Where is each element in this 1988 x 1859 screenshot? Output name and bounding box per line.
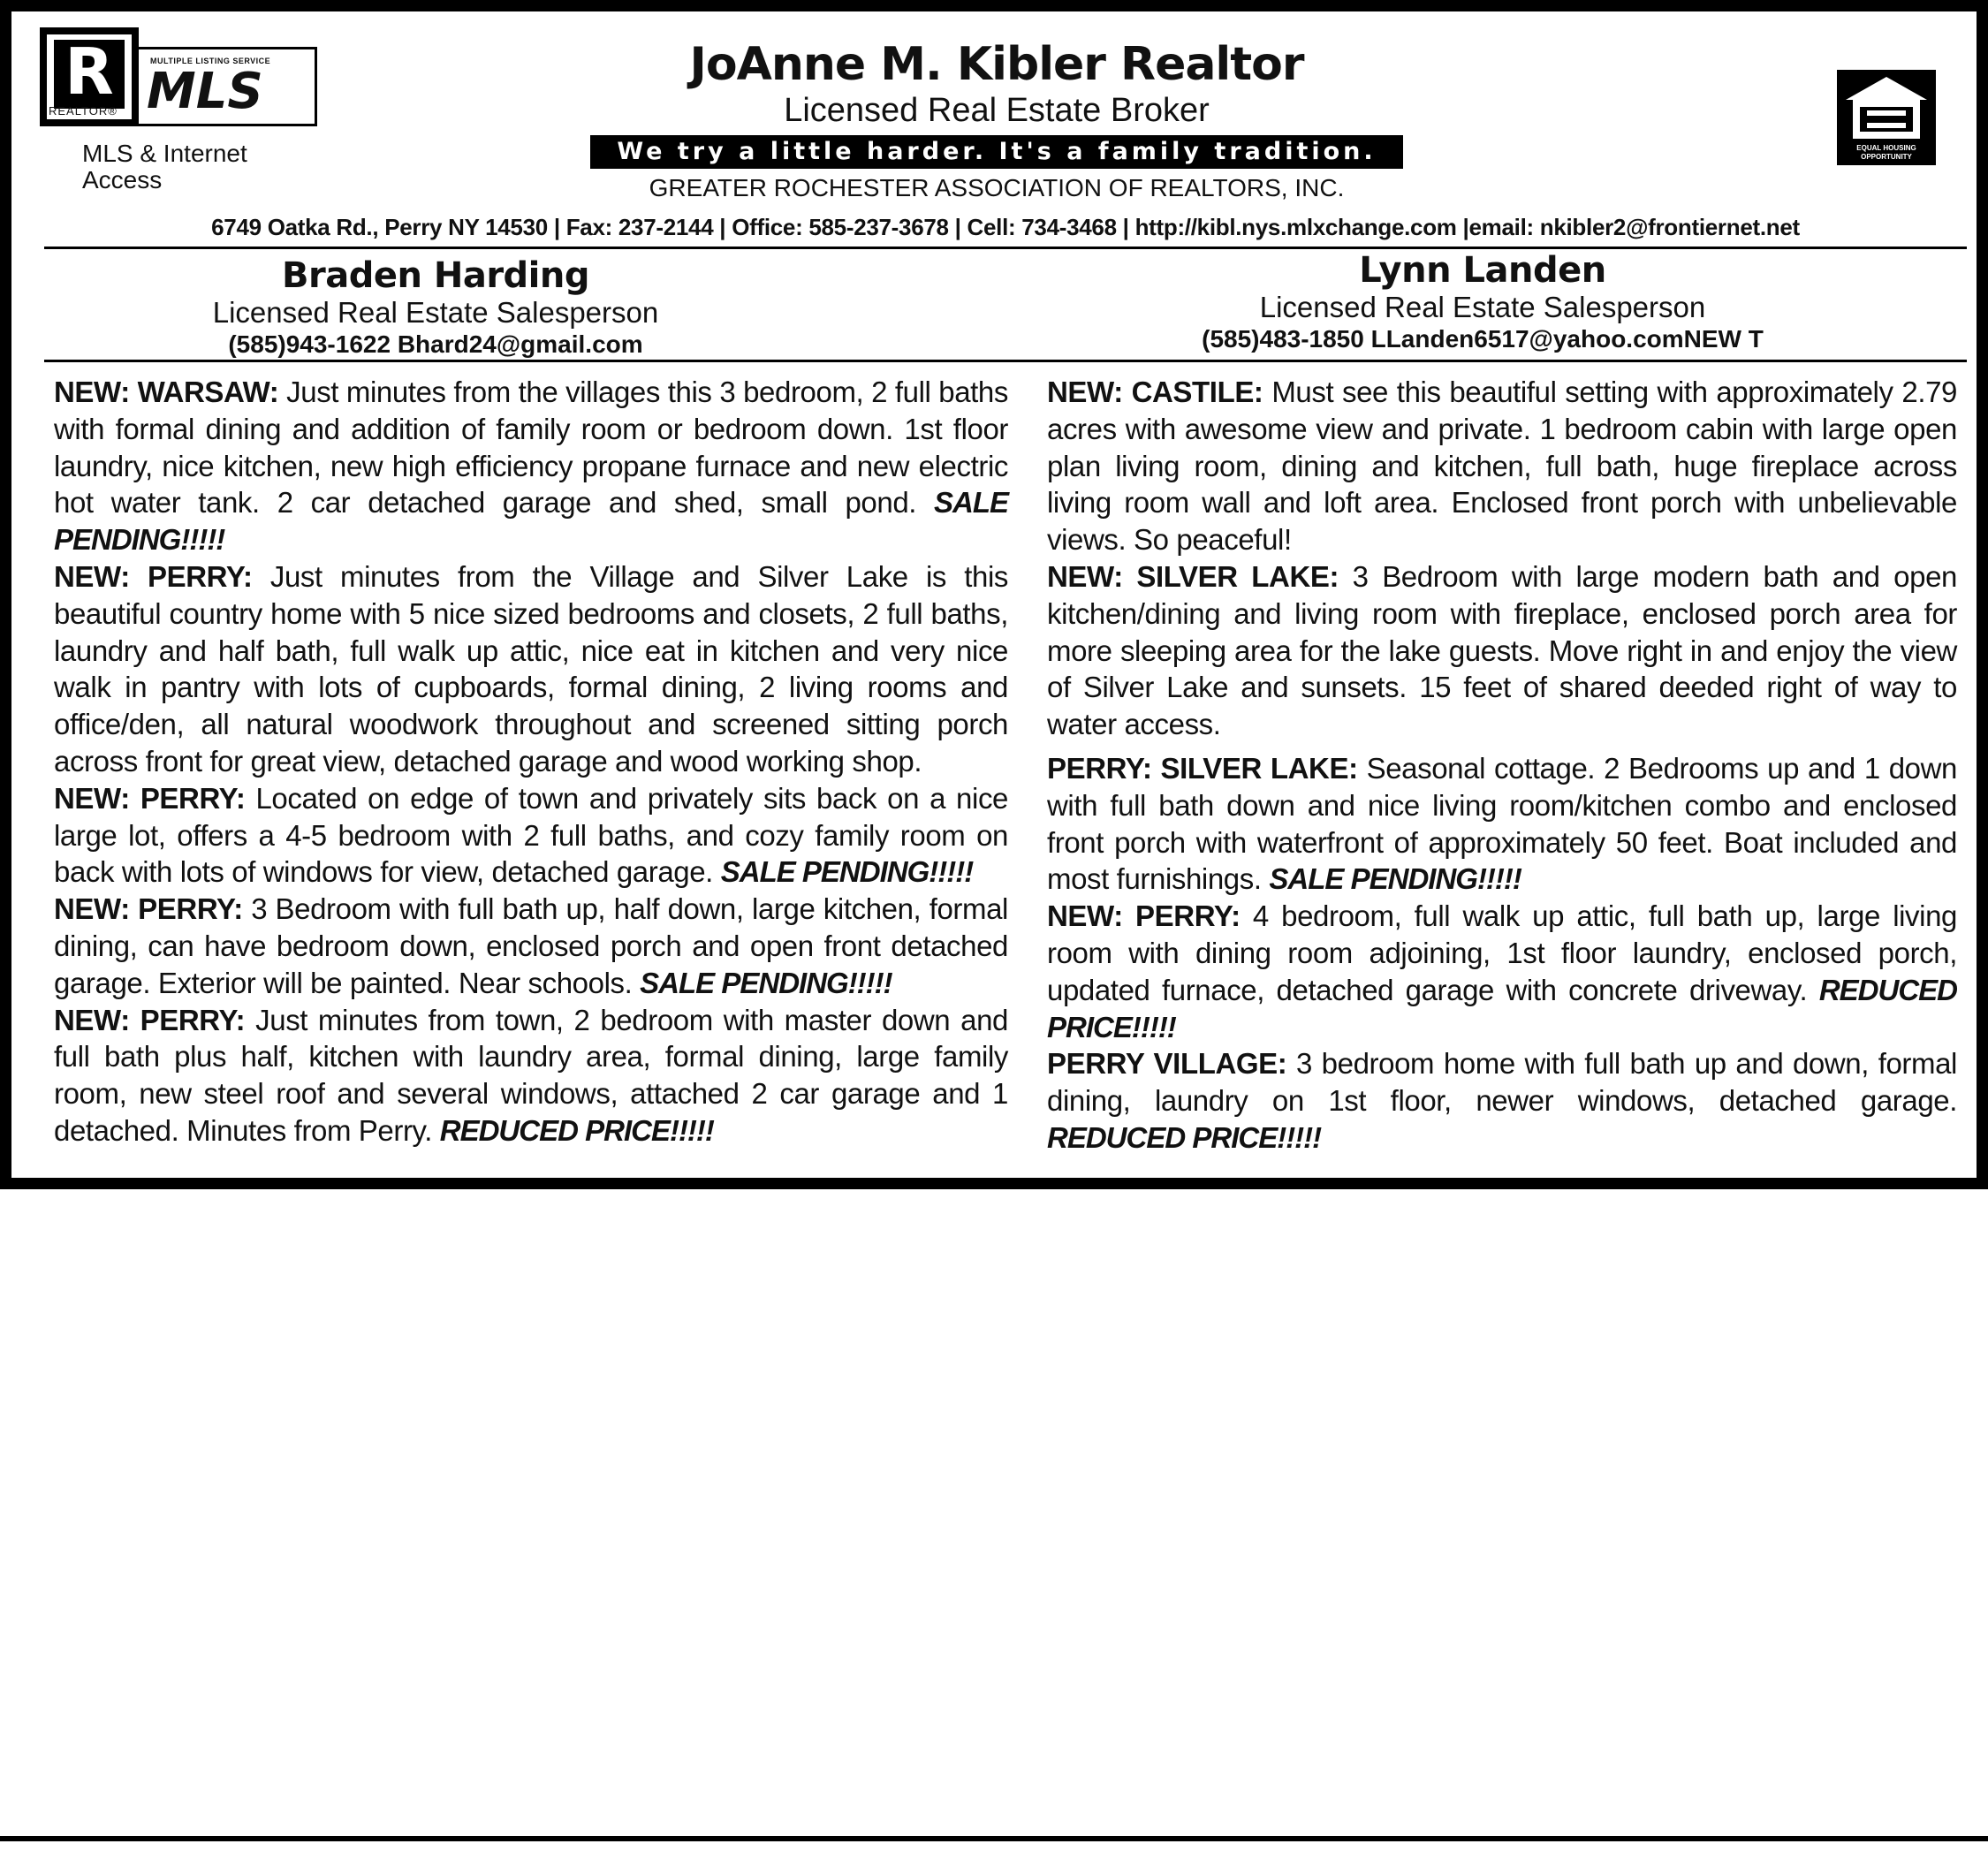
listing (54, 374, 1008, 558)
agent-contact: (585)943-1622 Bhard24@gmail.com (228, 330, 643, 358)
listing-location: NEW: PERRY: (54, 1003, 246, 1036)
listings-left-column (54, 374, 1008, 1150)
mls-logo-icon (135, 47, 317, 126)
listing-location: PERRY: SILVER LAKE: (1047, 751, 1358, 785)
listing (1047, 750, 1957, 898)
listing (54, 558, 1008, 780)
listing-description: 3 Bedroom with large modern bath and open kitchen/dining and living room with fireplace, enclosed porch area for more sleeping area for the lake guests. Move right in and enjoy the view of Silver Lake and sunsets. 15 feet of shared deeded right of way to water access. (1047, 559, 1957, 741)
listing (54, 1002, 1008, 1150)
listing-description: 3 Bedroom with full bath up, half down, large kitchen, formal dining, can have bedroom down, enclosed porch and open front detached garage. Exterior will be painted. Near schools. (54, 892, 1008, 999)
listing-status: REDUCED PRICE!!!!! (1047, 1120, 1322, 1154)
listing-status: REDUCED PRICE!!!!! (1047, 973, 1957, 1043)
equal-housing-opportunity-icon (1837, 70, 1936, 165)
listing-location: PERRY VILLAGE: (1047, 1047, 1287, 1081)
mls-small-text: MULTIPLE LISTING SERVICE (150, 57, 271, 65)
listing-description: Seasonal cottage. 2 Bedrooms up and 1 down with full bath down and nice living room/kitchen combo and enclosed front porch with waterfront of approximately 50 feet. Boat included and most furnishings. (1047, 751, 1958, 896)
tagline-banner: We try a little harder. It's a family tradition. (590, 135, 1402, 169)
listing-description: Just minutes from town, 2 bedroom with master down and full bath plus half, kitchen with laundry area, formal dining, large family room, new steel roof and several windows, attached 2 car garage and 1 detached. Minutes from Perry. (54, 1003, 1008, 1147)
listing-description: 4 bedroom, full walk up attic, full bath up, large living room with dining room adjoining, 1st floor laundry, enclosed porch, updated furnace, detached garage with concrete driveway. (1047, 899, 1957, 1006)
agent-contact: (585)483-1850 LLanden6517@yahoo.comNEW T (1202, 325, 1764, 353)
listing (1047, 558, 1957, 743)
realtor-r-logo-icon (40, 27, 139, 126)
agents-divider (44, 360, 1967, 362)
listing (54, 891, 1008, 1001)
brand-name: JoAnne M. Kibler Realtor (689, 38, 1304, 91)
listing-location: NEW: WARSAW: (54, 376, 279, 408)
bottom-divider (0, 1836, 1988, 1841)
realtor-logo-word: REALTOR® (49, 104, 118, 118)
broker-title: Licensed Real Estate Broker (784, 92, 1210, 129)
listing-description: Just minutes from the Village and Silver Lake is this beautiful country home with 5 nice sized bedrooms and closets, 2 full baths, laundry and half bath, full walk up attic, nice eat in kitchen and very nice walk in pantry with lots of cupboards, formal dining, 2 living rooms and office/den, all natural woodwork throughout and screened sitting porch across front for great view, detached garage and wood working shop. (54, 559, 1008, 778)
listing (54, 780, 1008, 891)
listing-status: SALE PENDING!!!!! (1269, 862, 1521, 896)
agent-braden-harding (188, 255, 683, 360)
listings-right-column (1047, 374, 1957, 1157)
listing (1047, 898, 1957, 1045)
agent-name: Lynn Landen (1359, 250, 1606, 291)
listing (1047, 374, 1957, 558)
listing-description: Just minutes from the villages this 3 bedroom, 2 full baths with formal dining and addition of family room or bedroom down. 1st floor laundry, nice kitchen, new high efficiency propane furnace and new electric hot water tank. 2 car detached garage and shed, small pond. (54, 376, 1008, 520)
listing-location: NEW: PERRY: (54, 559, 253, 593)
eho-text: EQUAL HOUSING OPPORTUNITY (1856, 144, 1916, 161)
listing-status: SALE PENDING!!!!! (640, 966, 892, 999)
listing (1047, 1045, 1957, 1156)
association-name: GREATER ROCHESTER ASSOCIATION OF REALTORS, INC. (649, 174, 1345, 201)
listing-description: 3 bedroom home with full bath up and down, formal dining, laundry on 1st floor, newer windows, detached garage. (1047, 1047, 1957, 1118)
agent-title: Licensed Real Estate Salesperson (212, 296, 659, 329)
mls-big-text: MLS (147, 63, 263, 120)
listing-location: NEW: PERRY: (54, 781, 246, 815)
listing-status: SALE PENDING!!!!! (54, 486, 1008, 557)
agent-lynn-landen (1187, 250, 1779, 354)
listing-location: NEW: CASTILE: (1047, 376, 1263, 408)
listing-status: REDUCED PRICE!!!!! (439, 1113, 714, 1147)
realtor-mls-logo (40, 27, 322, 193)
agent-title: Licensed Real Estate Salesperson (1259, 291, 1706, 323)
listing-location: NEW: SILVER LAKE: (1047, 559, 1339, 593)
listing-description: Located on edge of town and privately sits back on a nice large lot, offers a 4-5 bedroom with 2 full baths, and cozy family room on back with lots of windows for view, detached garage. (54, 781, 1008, 889)
title-block (577, 38, 1416, 202)
agent-name: Braden Harding (281, 255, 590, 296)
logo-caption: MLS & Internet Access (82, 140, 247, 193)
realtor-logo-letter: R (64, 34, 114, 109)
listing-description: Must see this beautiful setting with approximately 2.79 acres with awesome view and private. 1 bedroom cabin with large open plan living room, dining and kitchen, full bath, huge fireplace across living room wall and loft area. Enclosed front porch with unbelievable views. So peaceful! (1047, 376, 1957, 557)
listing-location: NEW: PERRY: (54, 892, 243, 926)
listing-location: NEW: PERRY: (1047, 899, 1241, 933)
office-contact-line: 6749 Oatka Rd., Perry NY 14530 | Fax: 237-2144 | Office: 585-237-3678 | Cell: 734-3468 | http://kibl.nys.mlxchange.com |email: nkibler2@frontiernet.net (211, 214, 1800, 240)
listing-status: SALE PENDING!!!!! (720, 855, 974, 889)
header-divider (44, 247, 1967, 249)
